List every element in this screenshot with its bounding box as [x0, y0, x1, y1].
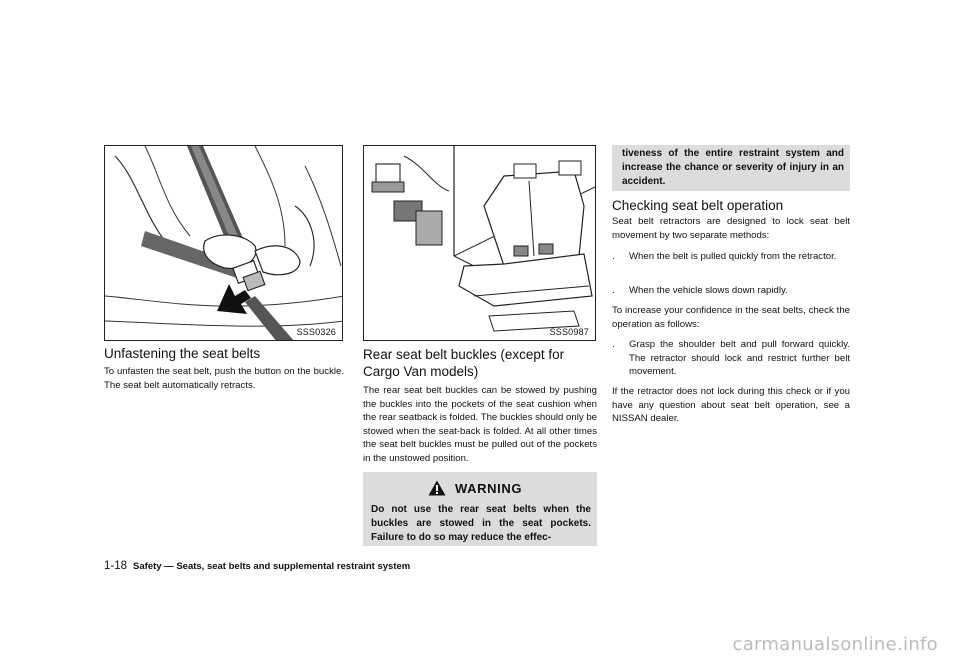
paragraph-retractor-intro: Seat belt retractors are designed to lock seat belt movement by two separate methods:	[612, 216, 850, 241]
figure-unfasten-seat-belt	[104, 145, 343, 341]
watermark-text: carmanualsonline.info	[732, 634, 938, 655]
figure-code: SSS0987	[549, 327, 589, 337]
bullet-dot: .	[612, 285, 615, 296]
bullet-text: Grasp the shoulder belt and pull forward quickly. The retractor should lock and restrict further belt movement.	[629, 339, 850, 378]
warning-triangle-icon	[428, 480, 446, 496]
heading-unfastening: Unfastening the seat belts	[104, 346, 261, 361]
warning-box	[363, 472, 597, 546]
warning-text-continued: tiveness of the entire restraint system and increase the chance or severity of injury in an accident.	[622, 148, 844, 188]
rear-buckle-pocket-illustration-icon	[364, 146, 596, 341]
bullet-item	[612, 284, 850, 298]
heading-checking-operation: Checking seat belt operation	[612, 198, 784, 213]
page-number: 1-18	[104, 560, 128, 572]
paragraph-dealer: If the retractor does not lock during this check or if you have any question about seat belt operation, see a NISSAN dealer.	[612, 386, 850, 425]
page-footer	[104, 560, 410, 572]
paragraph-confidence: To increase your confidence in the seat belts, check the operation as follows:	[612, 305, 850, 330]
warning-title: WARNING	[455, 481, 523, 496]
warning-text: Do not use the rear seat belts when the buckles are stowed in the seat pockets. Failure to do so may reduce the effec-	[371, 504, 591, 544]
section-title: Safety — Seats, seat belts and supplemental restraint system	[133, 561, 411, 572]
bullet-dot: .	[612, 339, 615, 350]
figure-rear-buckle-pockets	[363, 145, 596, 341]
bullet-text: When the vehicle slows down rapidly.	[629, 285, 788, 296]
bullet-item	[612, 250, 850, 278]
warning-box-continued	[612, 145, 850, 191]
unfasten-buckle-illustration-icon	[105, 146, 343, 341]
bullet-dot: .	[612, 251, 615, 262]
figure-code: SSS0326	[296, 327, 336, 337]
bullet-text: When the belt is pulled quickly from the retractor.	[629, 251, 837, 262]
paragraph-unfastening: To unfasten the seat belt, push the button on the buckle. The seat belt automatically retracts.	[104, 366, 344, 391]
paragraph-rear-buckles: The rear seat belt buckles can be stowed by pushing the buckles into the pockets of the seat cushion when the rear seatback is folded. The buckles should only be stowed when the seat-back is folded. At all other times the seat belt buckles must be pulled out of the pockets in the unstowed position.	[363, 385, 597, 464]
bullet-item	[612, 338, 850, 380]
heading-rear-buckles: Rear seat belt buckles (except for Cargo Van models)	[363, 347, 565, 379]
